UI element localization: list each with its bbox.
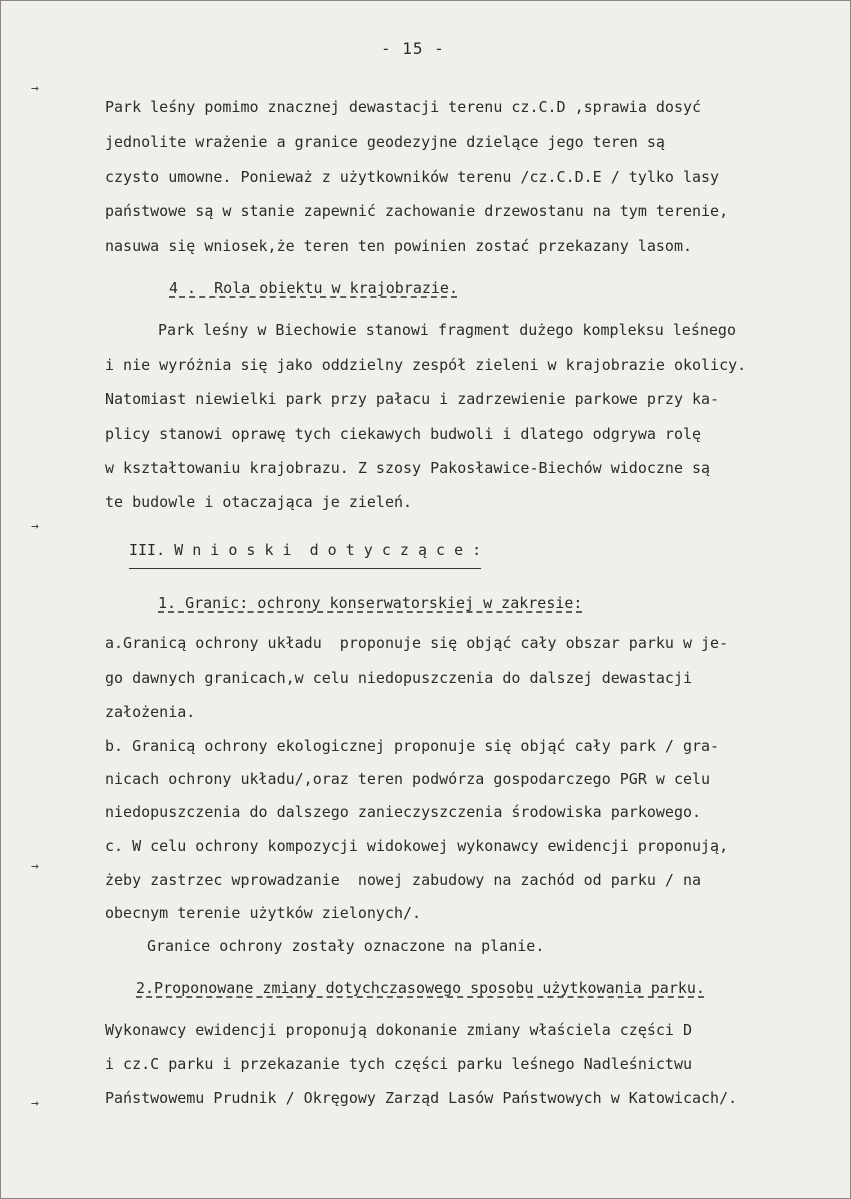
text-line: i nie wyróżnia się jako oddzielny zespół zieleni w krajobrazie okolicy.: [105, 356, 747, 374]
margin-mark: →: [31, 859, 39, 874]
chapter-heading: III. W n i o s k i d o t y c z ą c e :: [129, 540, 481, 569]
text-line: i cz.C parku i przekazanie tych części parku leśnego Nadleśnictwu: [105, 1055, 692, 1073]
text-line: go dawnych granicach,w celu niedopuszczenia do dalszej dewastacji: [105, 669, 692, 687]
margin-mark: →: [31, 519, 39, 534]
text-line: c. W celu ochrony kompozycji widokowej wykonawcy ewidencji proponują,: [105, 837, 729, 855]
text-line: Natomiast niewielki park przy pałacu i zadrzewienie parkowe przy ka-: [105, 390, 720, 408]
margin-mark: →: [31, 81, 39, 96]
text-line: te budowle i otaczająca je zieleń.: [105, 493, 413, 511]
text-line: Państwowemu Prudnik / Okręgowy Zarząd Lasów Państwowych w Katowicach/.: [105, 1089, 738, 1107]
text-line: w kształtowaniu krajobrazu. Z szosy Pakosławice-Biechów widoczne są: [105, 459, 711, 477]
text-line: niedopuszczenia do dalszego zanieczyszczenia środowiska parkowego.: [105, 803, 702, 821]
text-line: Park leśny w Biechowie stanowi fragment dużego kompleksu leśnego: [158, 321, 736, 339]
text-line: obecnym terenie użytków zielonych/.: [105, 904, 422, 922]
text-line: czysto umowne. Ponieważ z użytkowników terenu /cz.C.D.E / tylko lasy: [105, 168, 720, 186]
section-heading: 4 . Rola obiektu w krajobrazie.: [169, 279, 458, 297]
margin-mark: →: [31, 1096, 39, 1111]
page-number: - 15 -: [381, 39, 445, 58]
text-line: założenia.: [105, 703, 196, 721]
text-line: państwowe są w stanie zapewnić zachowanie drzewostanu na tym terenie,: [105, 202, 729, 220]
text-line: Park leśny pomimo znacznej dewastacji terenu cz.C.D ,sprawia dosyć: [105, 98, 702, 116]
text-line: Granice ochrony zostały oznaczone na planie.: [147, 937, 545, 955]
subsection-heading: 2.Proponowane zmiany dotychczasowego sposobu użytkowania parku.: [136, 979, 705, 997]
text-line: jednolite wrażenie a granice geodezyjne dzielące jego teren są: [105, 133, 665, 151]
text-line: Wykonawcy ewidencji proponują dokonanie zmiany właściela części D: [105, 1021, 692, 1039]
text-line: nasuwa się wniosek,że teren ten powinien zostać przekazany lasom.: [105, 237, 692, 255]
text-line: plicy stanowi oprawę tych ciekawych budwoli i dlatego odgrywa rolę: [105, 425, 702, 443]
text-line: a.Granicą ochrony układu proponuje się objąć cały obszar parku w je-: [105, 634, 729, 652]
text-line: b. Granicą ochrony ekologicznej proponuje się objąć cały park / gra-: [105, 737, 720, 755]
text-line: nicach ochrony układu/,oraz teren podwórza gospodarczego PGR w celu: [105, 770, 711, 788]
subsection-heading: 1. Granic: ochrony konserwatorskiej w zakresie:: [158, 594, 583, 612]
text-line: żeby zastrzec wprowadzanie nowej zabudowy na zachód od parku / na: [105, 871, 702, 889]
